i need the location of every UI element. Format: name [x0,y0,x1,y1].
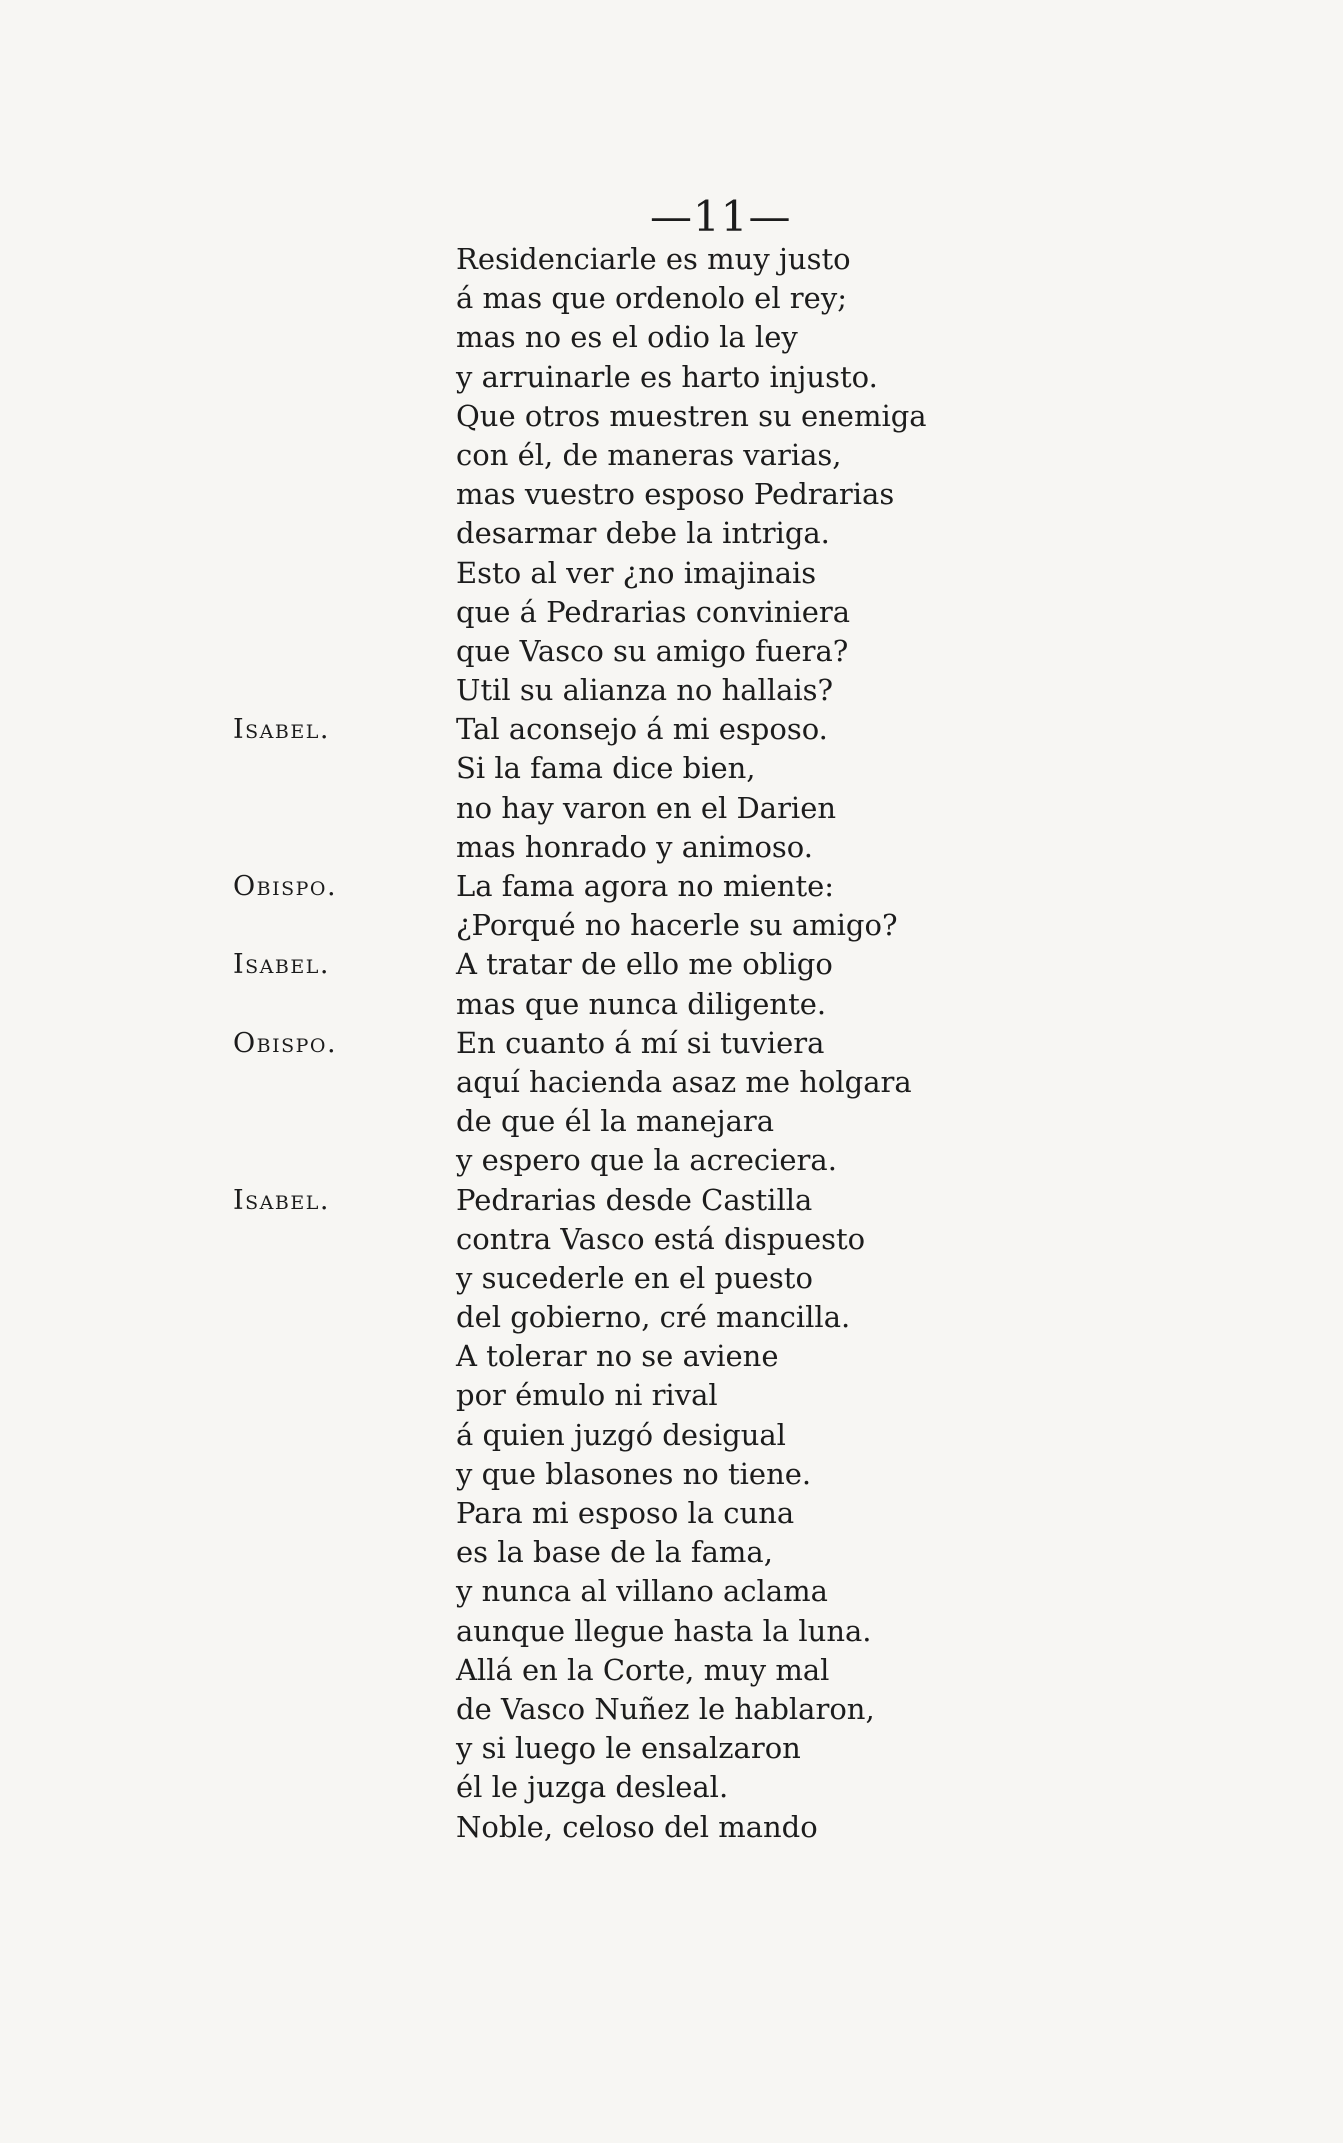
verse-line [0,749,1343,788]
verse-line [0,828,1343,867]
verse-line [0,514,1343,553]
speaker-name: Isabel. [233,949,330,981]
verse-line [0,358,1343,397]
verse-line [0,1690,1343,1729]
verse-text: Si la fama dice bien, [456,751,756,786]
verse-text: mas no es el odio la ley [456,320,798,355]
verse-line [0,475,1343,514]
verse-text: aunque llegue hasta la luna. [456,1613,872,1648]
verse-line [0,985,1343,1024]
verse-line [0,554,1343,593]
verse-text: La fama agora no miente: [456,869,835,903]
verse-text: y que blasones no tiene. [456,1456,812,1491]
verse-text: contra Vasco está dispuesto [456,1221,866,1256]
verse-line [0,906,1343,945]
verse-line [0,1768,1343,1807]
verse-line [0,593,1343,632]
verse-line [0,1024,1343,1063]
verse-text: Noble, celoso del mando [456,1809,818,1844]
verse-line [0,945,1343,984]
verse-line [0,1220,1343,1259]
verse-text: por émulo ni rival [456,1378,718,1413]
verse-text: mas que nunca diligente. [456,986,827,1021]
verse-text: es la base de la fama, [456,1535,773,1570]
verse-text: del gobierno, cré mancilla. [456,1300,851,1335]
verse-text: de Vasco Nuñez le hablaron, [456,1691,875,1726]
verse-text: Pedrarias desde Castilla [456,1182,813,1217]
verse-text: y espero que la acreciera. [456,1143,837,1178]
verse-line [0,397,1343,436]
verse-line [0,1063,1343,1102]
verse-line [0,1572,1343,1611]
verse-line [0,1651,1343,1690]
verse-text: y nunca al villano aclama [456,1574,828,1609]
verse-line [0,1298,1343,1337]
verse-line [0,1533,1343,1572]
verse-line [0,1455,1343,1494]
verse-line [0,240,1343,279]
speaker-name: Obispo. [233,1027,338,1059]
verse-text: no hay varon en el Darien [456,790,837,825]
verse-line [0,789,1343,828]
verse-text: A tolerar no se aviene [456,1339,779,1374]
verse-line [0,1141,1343,1180]
verse-line [0,1337,1343,1376]
verse-line [0,1376,1343,1415]
verse-line [0,279,1343,318]
verse-body [0,240,1343,1847]
verse-text: que Vasco su amigo fuera? [456,633,849,668]
speaker-name: Obispo. [233,871,338,902]
verse-text: y sucederle en el puesto [456,1260,813,1295]
verse-text: Esto al ver ¿no imajinais [456,555,817,590]
verse-text: Allá en la Corte, muy mal [456,1652,830,1687]
speaker-name: Isabel. [233,1184,330,1216]
verse-line [0,710,1343,749]
verse-text: Que otros muestren su enemiga [456,398,927,433]
verse-line [0,1102,1343,1141]
verse-line [0,1181,1343,1220]
speaker-name: Isabel. [233,714,330,746]
verse-line [0,1416,1343,1455]
verse-line [0,436,1343,475]
verse-line [0,1612,1343,1651]
verse-line [0,632,1343,671]
verse-text: Para mi esposo la cuna [456,1496,795,1530]
verse-line [0,1729,1343,1768]
verse-text: á quien juzgó desigual [456,1417,786,1452]
verse-text: mas honrado y animoso. [456,829,813,864]
verse-text: y arruinarle es harto injusto. [456,359,878,394]
verse-text: él le juzga desleal. [456,1770,729,1805]
verse-line [0,1494,1343,1533]
verse-text: á mas que ordenolo el rey; [456,281,847,316]
verse-text: En cuanto á mí si tuviera [456,1025,825,1060]
verse-line [0,867,1343,906]
verse-line [0,1808,1343,1847]
verse-line [0,318,1343,357]
verse-text: con él, de maneras varias, [456,437,842,472]
verse-text: desarmar debe la intriga. [456,516,830,551]
verse-text: Residenciarle es muy justo [456,242,851,276]
verse-text: Util su alianza no hallais? [456,673,834,708]
page-number: —11— [650,192,792,241]
verse-text: ¿Porqué no hacerle su amigo? [456,908,898,943]
verse-text: mas vuestro esposo Pedrarias [456,477,895,512]
verse-text: que á Pedrarias conviniera [456,594,851,629]
verse-text: y si luego le ensalzaron [456,1731,801,1766]
verse-text: aquí hacienda asaz me holgara [456,1064,912,1099]
verse-text: de que él la manejara [456,1104,775,1139]
verse-line [0,671,1343,710]
verse-line [0,1259,1343,1298]
verse-text: Tal aconsejo á mi esposo. [456,712,828,747]
verse-text: A tratar de ello me obligo [456,947,833,982]
